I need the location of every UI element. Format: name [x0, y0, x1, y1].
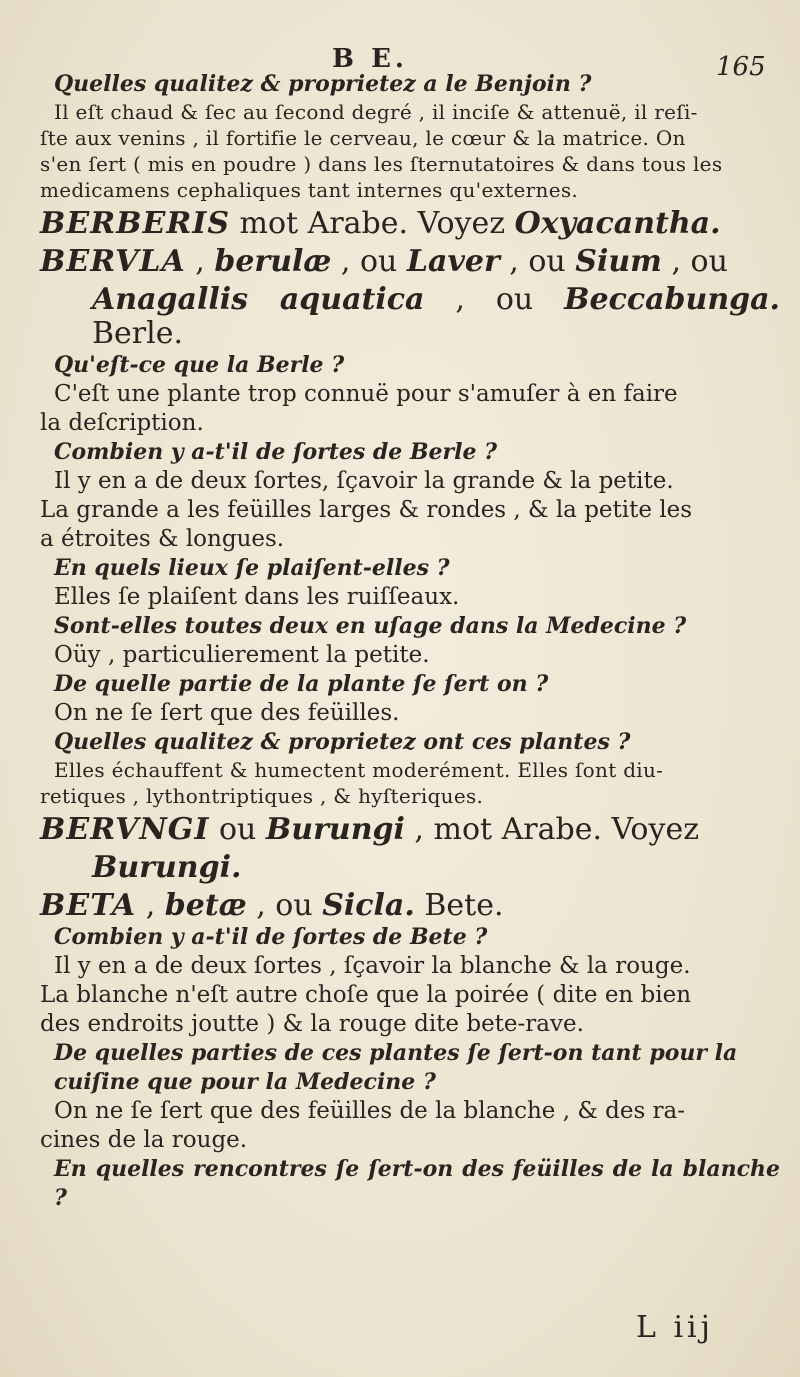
entry-text: mot Arabe. Voyez — [230, 206, 515, 241]
signature-mark: L iij — [636, 1310, 714, 1345]
entry-term: BERBERIS — [40, 206, 231, 241]
entry-text: ou — [209, 812, 266, 847]
cross-reference: Laver — [406, 244, 500, 279]
question: De quelle partie de la plante ſe ſert on ? — [54, 671, 549, 697]
entry-text: , ou — [331, 244, 407, 279]
entry-text: , — [185, 244, 215, 279]
cross-reference: Burungi. — [92, 850, 242, 885]
running-head-title: B E. — [332, 44, 408, 74]
question: De quelles parties de ces plantes ſe ſert-on tant pour la — [54, 1040, 738, 1066]
answer-line: Elles ſe plaiſent dans les ruiſſeaux. — [54, 584, 460, 610]
question: Qu'eſt-ce que la Berle ? — [54, 352, 345, 378]
entry-text: , ou — [246, 888, 323, 923]
question: cuiſine que pour la Medecine ? — [54, 1069, 436, 1095]
question: En quelles rencontres ſe ſert-on des feüilles de la blanche ? — [54, 1156, 780, 1211]
answer-line: Elles échauffent & humectent moderément. Elles ſont diu- — [54, 758, 664, 782]
entry-berberis — [40, 207, 780, 241]
cross-reference: Oxyacantha. — [514, 206, 721, 241]
entry-berula — [40, 245, 780, 279]
answer-line: On ne ſe ſert que des feüilles de la blanche , & des ra- — [54, 1098, 686, 1124]
entry-term: BERVLA — [40, 244, 186, 279]
entry-berungi — [40, 813, 780, 847]
question: Combien y a-t'il de ſortes de Berle ? — [54, 439, 498, 465]
question: En quels lieux ſe plaiſent-elles ? — [54, 555, 450, 581]
text-block — [40, 70, 780, 1213]
answer-line: a étroites & longues. — [40, 526, 285, 552]
entry-text: , mot Arabe. Voyez — [404, 812, 700, 847]
answer-line: La grande a les feüilles larges & rondes , & la petite les — [40, 497, 693, 523]
cross-reference: Anagallis aquatica — [92, 282, 425, 317]
answer-line: C'eſt une plante trop connuë pour s'amuſer à en faire — [54, 381, 678, 407]
answer-line: cines de la rouge. — [40, 1127, 248, 1153]
entry-term: BERVNGI — [40, 812, 210, 847]
question: Sont-elles toutes deux en uſage dans la Medecine ? — [54, 613, 687, 639]
question: Quelles qualitez & proprietez ont ces plantes ? — [54, 729, 631, 755]
entry-term: BETA — [40, 888, 137, 923]
entry-text: Berle. — [92, 316, 184, 351]
entry-berungi-continued — [40, 851, 780, 885]
answer-line: Oüy , particulierement la petite. — [54, 642, 430, 668]
answer-line: des endroits joutte ) & la rouge dite bete-rave. — [40, 1011, 584, 1037]
answer-line: s'en ſert ( mis en poudre ) dans les ſternutatoires & dans tous les — [40, 152, 723, 176]
answer-line: Il y en a de deux ſortes , ſçavoir la blanche & la rouge. — [54, 953, 691, 979]
cross-reference: Beccabunga. — [564, 282, 780, 317]
latin-name: betæ — [164, 888, 247, 923]
answer-line: Il y en a de deux ſortes, ſçavoir la grande & la petite. — [54, 468, 674, 494]
page-number: 165 — [716, 52, 766, 82]
entry-text: , ou — [424, 282, 565, 317]
answer-line: La blanche n'eſt autre choſe que la poirée ( dite en bien — [40, 982, 692, 1008]
entry-text: , ou — [499, 244, 576, 279]
answer-line: la deſcription. — [40, 410, 204, 436]
entry-beta — [40, 889, 780, 923]
answer-line: On ne ſe ſert que des feüilles. — [54, 700, 400, 726]
entry-text: Bete. — [414, 888, 504, 923]
answer-line: Il eſt chaud & ſec au ſecond degré , il inciſe & attenuë, il reſi- — [54, 100, 698, 124]
question: Combien y a-t'il de ſortes de Bete ? — [54, 924, 488, 950]
answer-line: retiques , lythontriptiques , & hyſteriques. — [40, 784, 484, 808]
question: Quelles qualitez & proprietez a le Benjoin ? — [54, 71, 592, 97]
latin-name: berulæ — [214, 244, 332, 279]
cross-reference: Sicla. — [322, 888, 415, 923]
cross-reference: Burungi — [265, 812, 405, 847]
answer-line: ſte aux venins , il fortifie le cerveau, le cœur & la matrice. On — [40, 126, 686, 150]
answer-line: medicamens cephaliques tant internes qu'externes. — [40, 178, 579, 202]
running-head — [0, 22, 800, 82]
entry-text: , — [136, 888, 165, 923]
entry-text: , ou — [661, 244, 728, 279]
cross-reference: Sium — [575, 244, 662, 279]
entry-berula-continued — [40, 283, 780, 351]
